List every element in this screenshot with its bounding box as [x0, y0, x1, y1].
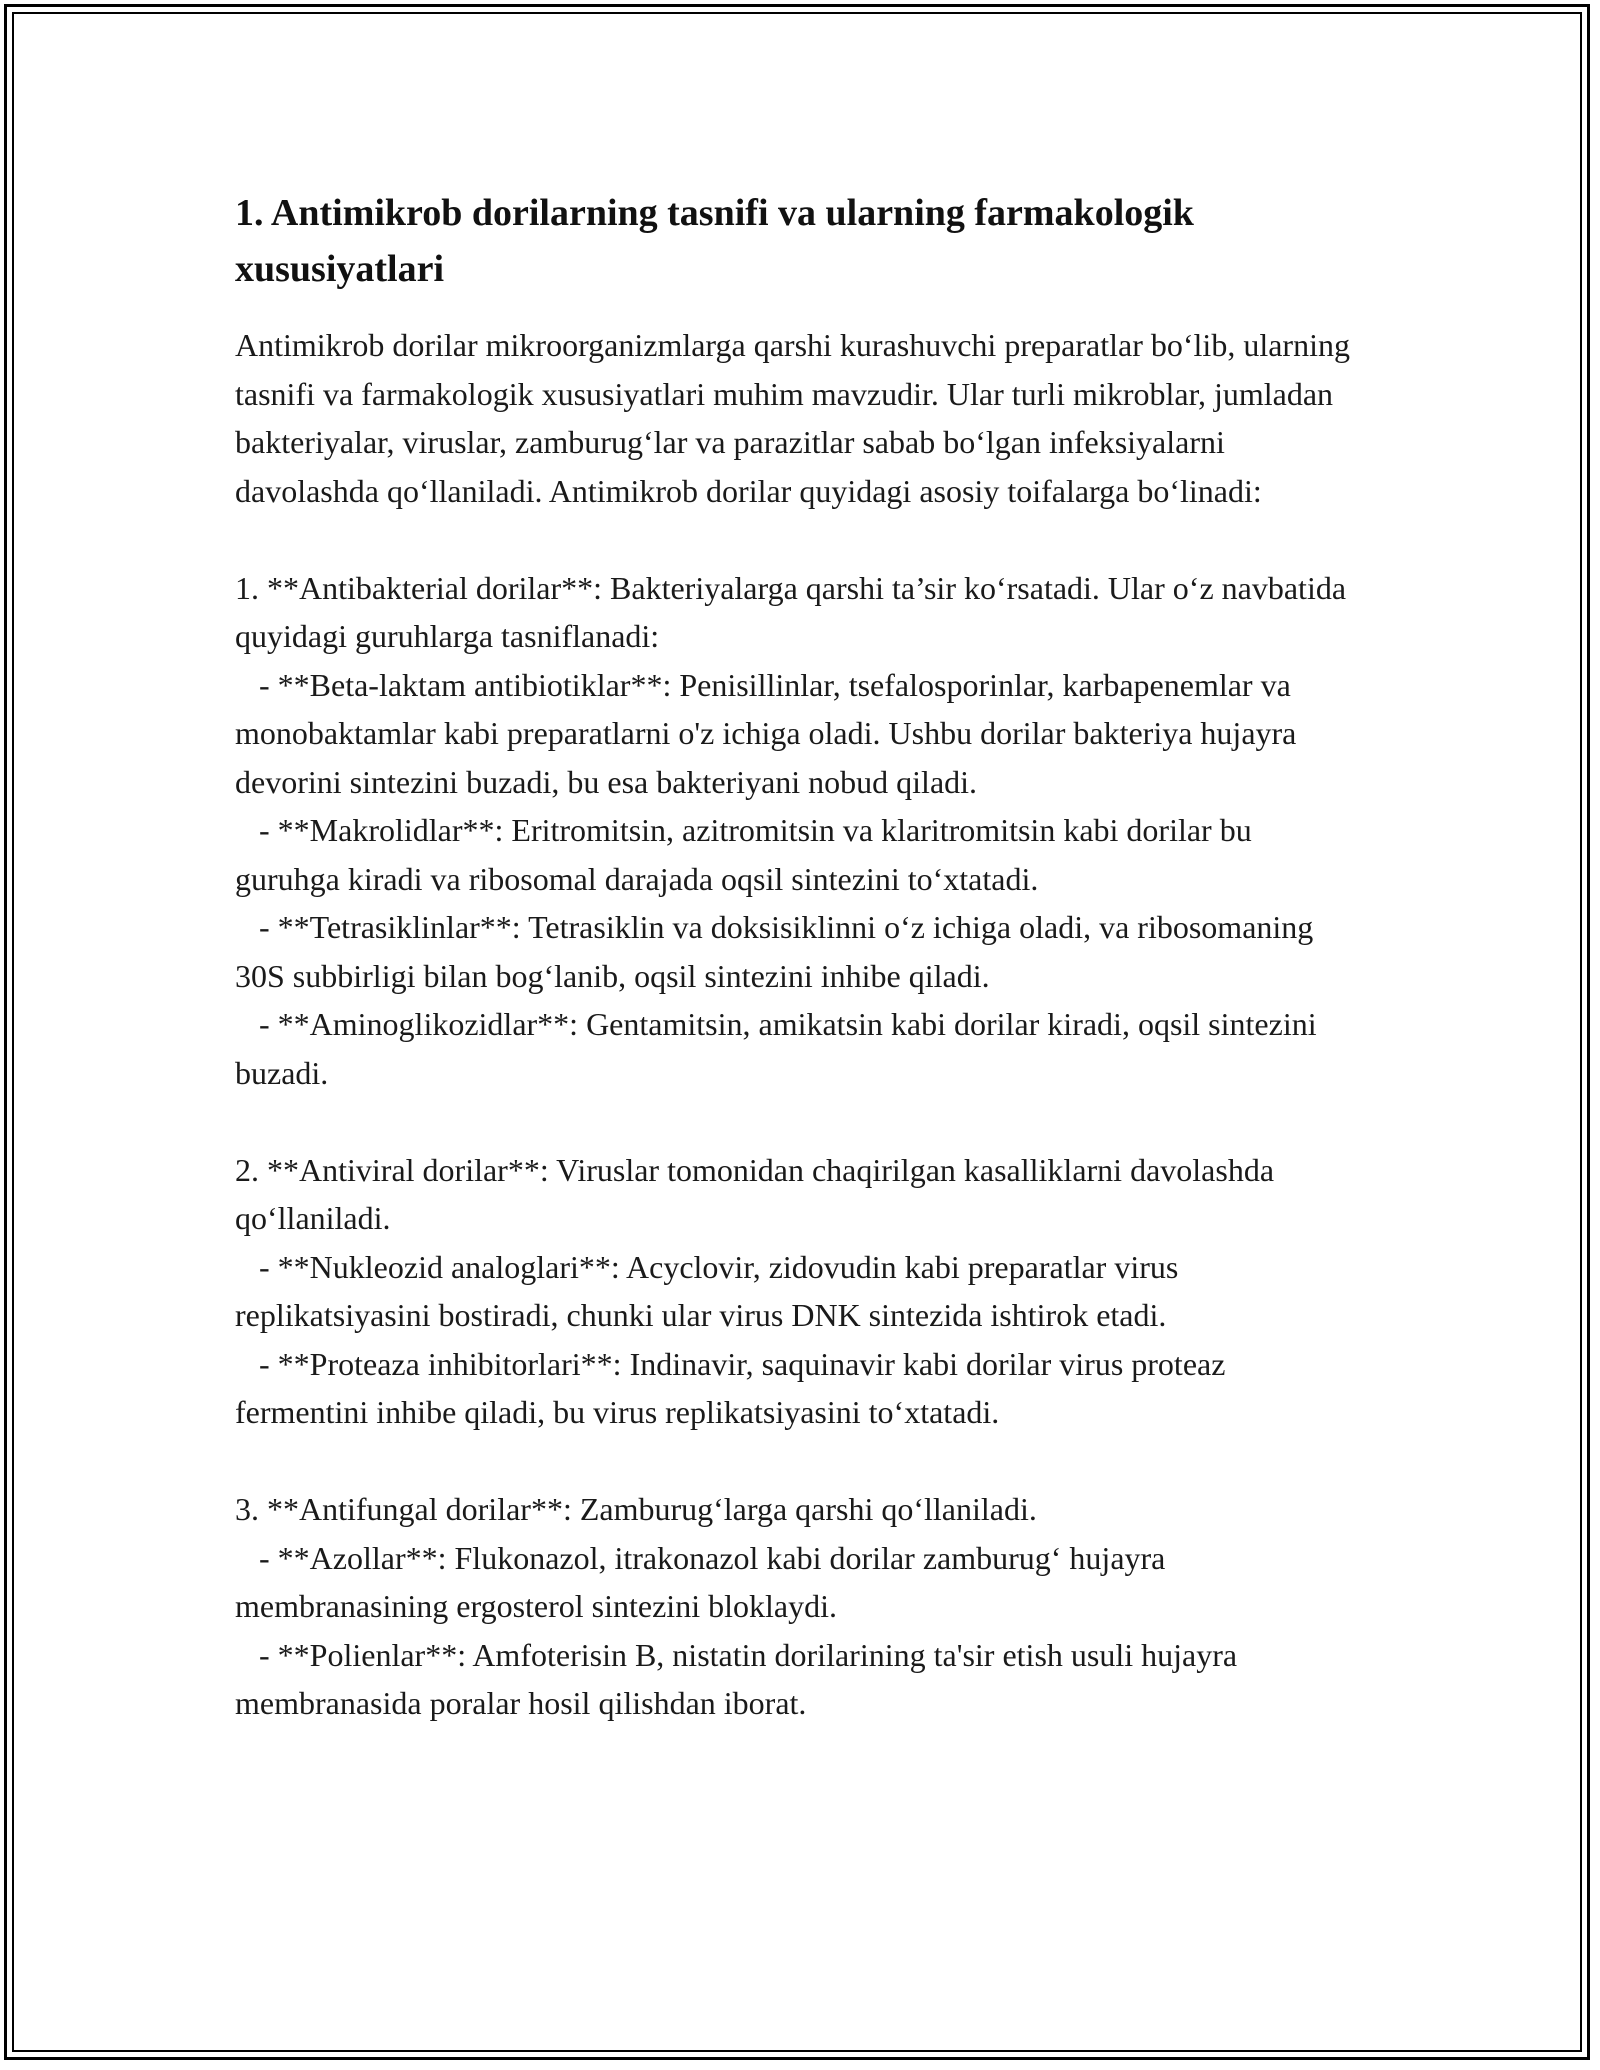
- spacer: [235, 515, 1360, 564]
- list-item: - **Azollar**: Flukonazol, itrakonazol kabi dorilar zamburug‘ hujayra membranasining ergosterol sintezini bloklaydi.: [235, 1539, 1174, 1624]
- spacer: [235, 1097, 1360, 1146]
- spacer: [235, 1437, 1360, 1486]
- document-title: 1. Antimikrob dorilarning tasnifi va ularning farmakologik xususiyatlari: [235, 192, 1194, 290]
- list-item: - **Polienlar**: Amfoterisin B, nistatin dorilarining ta'sir etish usuli hujayra membranasida poralar hosil qilishdan iborat.: [235, 1636, 1246, 1721]
- document-body: [235, 185, 1360, 1728]
- list-item: - **Tetrasiklinlar**: Tetrasiklin va doksisiklinni o‘z ichiga oladi, va ribosomaning 30S subbirligi bilan bog‘lanib, oqsil sintezini inhibe qiladi.: [235, 909, 1322, 994]
- section-heading: 2. **Antiviral dorilar**: Viruslar tomonidan chaqirilgan kasalliklarni davolashda qo‘llaniladi.: [235, 1151, 1283, 1236]
- section-heading: 1. **Antibakterial dorilar**: Bakteriyalarga qarshi ta’sir ko‘rsatadi. Ular o‘z navbatida quyidagi guruhlarga tasniflanadi:: [235, 569, 1355, 654]
- list-item: - **Beta-laktam antibiotiklar**: Penisillinlar, tsefalosporinlar, karbapenemlar va monobaktamlar kabi preparatlarni o'z ichiga oladi. Ushbu dorilar bakteriya hujayra devorini sintezini buzadi, bu esa bakteriyani nobud qiladi.: [235, 666, 1305, 800]
- section-heading: 3. **Antifungal dorilar**: Zamburug‘larga qarshi qo‘llaniladi.: [235, 1491, 1037, 1527]
- section-antifungal: [235, 1485, 1360, 1728]
- section-antibacterial: [235, 564, 1360, 1098]
- list-item: - **Proteaza inhibitorlari**: Indinavir, saquinavir kabi dorilar virus proteaz fermentini inhibe qiladi, bu virus replikatsiyasini to‘xtatadi.: [235, 1345, 1234, 1430]
- list-item: - **Nukleozid analoglari**: Acyclovir, zidovudin kabi preparatlar virus replikatsiyasini bostiradi, chunki ular virus DNK sintezida ishtirok etadi.: [235, 1248, 1187, 1333]
- list-item: - **Makrolidlar**: Eritromitsin, azitromitsin va klaritromitsin kabi dorilar bu guruhga kiradi va ribosomal darajada oqsil sintezini to‘xtatadi.: [235, 812, 1260, 897]
- section-antiviral: [235, 1146, 1360, 1437]
- intro-paragraph: Antimikrob dorilar mikroorganizmlarga qarshi kurashuvchi preparatlar bo‘lib, ularning tasnifi va farmakologik xususiyatlari muhim mavzudir. Ular turli mikroblar, jumladan bakteriyalar, viruslar, zamburug‘lar va parazitlar sabab bo‘lgan infeksiyalarni davolashda qo‘llaniladi. Antimikrob dorilar quyidagi asosiy toifalarga bo‘linadi:: [235, 327, 1358, 509]
- list-item: - **Aminoglikozidlar**: Gentamitsin, amikatsin kabi dorilar kiradi, oqsil sintezini buzadi.: [235, 1006, 1325, 1091]
